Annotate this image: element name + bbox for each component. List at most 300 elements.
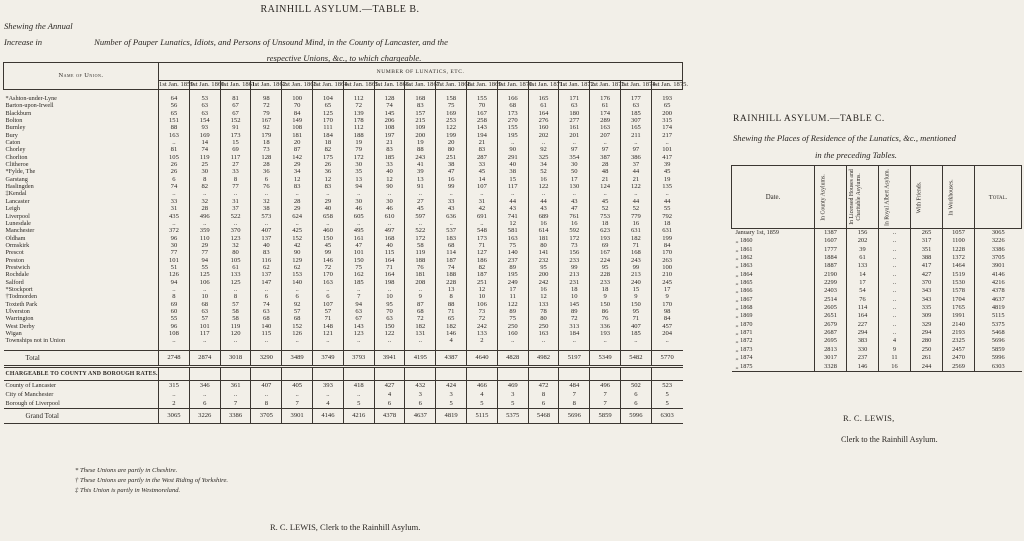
- count-cell: 35: [343, 168, 374, 175]
- count-cell: 2687: [815, 329, 847, 337]
- count-cell: 110: [189, 235, 220, 242]
- count-cell: 19: [343, 139, 374, 146]
- count-cell: 71: [467, 242, 498, 249]
- count-cell: 2514: [815, 296, 847, 304]
- count-cell: 104: [313, 95, 344, 102]
- year-header: 1st Jan. 1868.: [436, 81, 473, 88]
- count-cell: 146: [847, 363, 879, 372]
- count-cell: 68: [436, 242, 467, 249]
- year-header: 1st Jan. 1872.: [559, 81, 596, 88]
- union-name: *Ashton-under-Lyne: [4, 95, 159, 102]
- count-cell: 95: [621, 308, 652, 315]
- union-row: [4, 301, 683, 308]
- count-cell: 343: [911, 296, 943, 304]
- count-cell: 188: [343, 132, 374, 139]
- count-cell: ..: [159, 390, 190, 399]
- residence-row: [732, 354, 1022, 362]
- count-cell: 32: [189, 198, 220, 205]
- count-cell: 123: [220, 235, 251, 242]
- residence-row: [732, 254, 1022, 262]
- count-cell: 359: [189, 227, 220, 234]
- count-cell: 1777: [815, 246, 847, 254]
- count-cell: 5468: [528, 408, 559, 423]
- count-cell: 14: [467, 176, 498, 183]
- count-cell: 792: [651, 213, 682, 220]
- count-cell: 120: [220, 330, 251, 337]
- count-cell: 208: [405, 279, 436, 286]
- count-cell: 100: [651, 264, 682, 271]
- count-cell: ..: [189, 220, 220, 227]
- count-cell: 3: [497, 390, 528, 399]
- count-cell: 117: [497, 183, 528, 190]
- count-cell: 38: [251, 205, 282, 212]
- count-cell: 597: [405, 213, 436, 220]
- count-cell: 125: [189, 271, 220, 278]
- count-cell: 150: [621, 301, 652, 308]
- count-cell: 3386: [975, 246, 1022, 254]
- count-cell: 27: [405, 198, 436, 205]
- count-cell: 89: [497, 264, 528, 271]
- count-cell: 75: [497, 242, 528, 249]
- union-name: Bolton: [4, 117, 159, 124]
- count-cell: 4216: [343, 408, 374, 423]
- count-cell: 152: [220, 117, 251, 124]
- count-cell: 250: [911, 346, 943, 354]
- count-cell: 3290: [251, 350, 282, 366]
- count-cell: 26: [159, 161, 190, 168]
- count-cell: 119: [405, 249, 436, 256]
- count-cell: 313: [559, 323, 590, 330]
- footnote: * These Unions are partly in Cheshire.: [75, 467, 178, 474]
- count-cell: 45: [313, 242, 344, 249]
- count-cell: 34: [282, 168, 313, 175]
- count-cell: 40: [374, 242, 405, 249]
- count-cell: 4637: [405, 408, 436, 423]
- residence-table: [731, 165, 1022, 372]
- count-cell: 67: [220, 110, 251, 117]
- count-cell: ..: [879, 254, 911, 262]
- count-cell: 63: [374, 315, 405, 322]
- count-cell: ..: [343, 390, 374, 399]
- count-cell: 202: [528, 132, 559, 139]
- count-cell: 30: [559, 161, 590, 168]
- count-cell: 28: [189, 205, 220, 212]
- count-cell: 65: [436, 315, 467, 322]
- count-cell: 30: [159, 242, 190, 249]
- count-cell: 4: [436, 337, 467, 344]
- union-name: Blackburn: [4, 110, 159, 117]
- count-cell: 38: [436, 161, 467, 168]
- date-cell: ,, 1865: [735, 279, 753, 287]
- count-cell: 33: [436, 198, 467, 205]
- count-cell: 70: [467, 102, 498, 109]
- count-cell: 3749: [313, 350, 344, 366]
- count-cell: 122: [528, 183, 559, 190]
- count-cell: 2: [159, 399, 190, 409]
- count-cell: 75: [343, 264, 374, 271]
- count-cell: 34: [528, 161, 559, 168]
- date-cell: ,, 1870: [735, 320, 753, 328]
- count-cell: 251: [467, 279, 498, 286]
- count-cell: 44: [497, 198, 528, 205]
- union-row: [4, 323, 683, 330]
- count-cell: 185: [343, 279, 374, 286]
- union-name: Warrington: [4, 315, 159, 322]
- count-cell: 161: [343, 235, 374, 242]
- union-name: Manchester: [4, 227, 159, 234]
- count-cell: 115: [374, 249, 405, 256]
- count-cell: 163: [497, 235, 528, 242]
- residence-row: [732, 363, 1022, 372]
- count-cell: 83: [313, 183, 344, 190]
- count-cell: 153: [282, 271, 313, 278]
- count-cell: 99: [313, 249, 344, 256]
- count-cell: 117: [220, 154, 251, 161]
- count-cell: ..: [590, 190, 621, 197]
- count-cell: 276: [528, 117, 559, 124]
- grand-total-label: Grand Total: [4, 408, 159, 423]
- count-cell: 58: [405, 242, 436, 249]
- count-cell: 74: [374, 102, 405, 109]
- count-cell: 265: [911, 229, 943, 238]
- count-cell: 163: [313, 279, 344, 286]
- count-cell: 74: [436, 264, 467, 271]
- charge-name: City of Manchester: [4, 390, 159, 399]
- count-cell: ..: [559, 190, 590, 197]
- count-cell: 137: [251, 235, 282, 242]
- count-cell: 6: [251, 293, 282, 300]
- count-cell: 6: [621, 390, 652, 399]
- count-cell: 99: [559, 264, 590, 271]
- heading-lead: Shewing the Annual Increase in: [4, 21, 73, 47]
- count-cell: 407: [251, 227, 282, 234]
- count-cell: 2679: [815, 321, 847, 329]
- count-cell: 29: [282, 161, 313, 168]
- blank-cell: [189, 366, 220, 380]
- union-row: [4, 257, 683, 264]
- count-cell: 90: [497, 146, 528, 153]
- union-row: [4, 146, 683, 153]
- count-cell: ..: [220, 220, 251, 227]
- residence-row: [732, 312, 1022, 320]
- count-cell: ..: [189, 190, 220, 197]
- table-b-signature: R. C. LEWIS, Clerk to the Rainhill Asylum.: [270, 522, 421, 532]
- count-cell: 179: [251, 132, 282, 139]
- count-cell: 41: [405, 161, 436, 168]
- count-cell: 15: [497, 176, 528, 183]
- union-name: Prestwich: [4, 264, 159, 271]
- count-cell: 46: [374, 205, 405, 212]
- count-cell: 44: [651, 198, 682, 205]
- count-cell: 167: [467, 110, 498, 117]
- count-cell: 231: [559, 279, 590, 286]
- count-cell: 101: [651, 146, 682, 153]
- count-cell: 5996: [621, 408, 652, 423]
- count-cell: 108: [159, 330, 190, 337]
- count-cell: 133: [847, 262, 879, 270]
- count-cell: ..: [313, 390, 344, 399]
- count-cell: 48: [590, 168, 621, 175]
- count-cell: 154: [189, 117, 220, 124]
- count-cell: 8: [528, 390, 559, 399]
- charge-name: County of Lancaster: [4, 380, 159, 390]
- count-cell: 573: [251, 213, 282, 220]
- count-cell: 143: [467, 124, 498, 131]
- count-cell: 151: [159, 117, 190, 124]
- union-name: Toxteth Park: [4, 301, 159, 308]
- count-cell: ..: [651, 190, 682, 197]
- count-cell: 424: [436, 380, 467, 390]
- count-cell: 3065: [975, 229, 1022, 238]
- count-cell: ..: [405, 286, 436, 293]
- count-cell: 52: [621, 205, 652, 212]
- count-cell: 91: [405, 183, 436, 190]
- count-cell: 140: [282, 279, 313, 286]
- count-cell: 6: [621, 399, 652, 409]
- union-row: [4, 308, 683, 315]
- count-cell: 4216: [975, 279, 1022, 287]
- union-name: Clitheroe: [4, 161, 159, 168]
- count-cell: 16: [528, 286, 559, 293]
- date-cell: ,, 1867: [735, 295, 753, 303]
- union-name: Haslingden: [4, 183, 159, 190]
- count-cell: 150: [374, 323, 405, 330]
- union-name: Oldham: [4, 235, 159, 242]
- count-cell: 170: [651, 249, 682, 256]
- count-cell: 624: [282, 213, 313, 220]
- union-row: [4, 315, 683, 322]
- count-cell: 6: [313, 293, 344, 300]
- count-cell: ..: [879, 296, 911, 304]
- count-cell: 147: [251, 279, 282, 286]
- count-cell: 469: [497, 380, 528, 390]
- count-cell: 188: [405, 257, 436, 264]
- total-label: Total: [4, 350, 159, 366]
- count-cell: 36: [313, 168, 344, 175]
- count-cell: 30: [189, 168, 220, 175]
- count-cell: 201: [559, 132, 590, 139]
- count-cell: 143: [343, 323, 374, 330]
- blank-cell: [651, 366, 682, 380]
- count-cell: 200: [405, 132, 436, 139]
- count-cell: 8: [251, 399, 282, 409]
- count-cell: 57: [220, 301, 251, 308]
- count-cell: ..: [251, 190, 282, 197]
- count-cell: 145: [374, 110, 405, 117]
- count-cell: 8: [436, 293, 467, 300]
- count-cell: 253: [436, 117, 467, 124]
- year-header: 1st Jan. 1861.: [220, 81, 257, 88]
- count-cell: ..: [189, 286, 220, 293]
- chargeable-header: CHARGEABLE TO COUNTY AND BOROUGH RATES.: [4, 366, 159, 380]
- count-cell: 407: [251, 380, 282, 390]
- count-cell: 658: [313, 213, 344, 220]
- union-row: [4, 102, 683, 109]
- count-cell: 100: [282, 95, 313, 102]
- county-asylums-header: In County Asylums.: [815, 166, 847, 229]
- count-cell: 95: [528, 264, 559, 271]
- count-cell: 68: [497, 102, 528, 109]
- count-cell: ..: [189, 337, 220, 344]
- count-cell: ..: [220, 390, 251, 399]
- count-cell: 1765: [943, 304, 975, 312]
- count-cell: ..: [879, 329, 911, 337]
- count-cell: ..: [313, 337, 344, 344]
- count-cell: ..: [879, 237, 911, 245]
- count-cell: 18: [651, 220, 682, 227]
- count-cell: 435: [159, 213, 190, 220]
- count-cell: 8: [220, 176, 251, 183]
- count-cell: 7: [590, 390, 621, 399]
- count-cell: 5115: [467, 408, 498, 423]
- count-cell: 51: [159, 264, 190, 271]
- count-cell: 1464: [943, 262, 975, 270]
- count-cell: 105: [159, 154, 190, 161]
- count-cell: 417: [911, 262, 943, 270]
- charge-row: [4, 380, 683, 390]
- count-cell: 3328: [815, 363, 847, 372]
- count-cell: 141: [528, 249, 559, 256]
- count-cell: 72: [343, 102, 374, 109]
- count-cell: 370: [911, 279, 943, 287]
- count-cell: 187: [467, 271, 498, 278]
- count-cell: 3489: [282, 350, 313, 366]
- count-cell: 4637: [975, 296, 1022, 304]
- count-cell: 18: [590, 286, 621, 293]
- count-cell: 166: [497, 95, 528, 102]
- count-cell: ..: [590, 337, 621, 344]
- count-cell: 3226: [189, 408, 220, 423]
- total-row: [4, 350, 683, 366]
- count-cell: 5: [343, 399, 374, 409]
- count-cell: 62: [251, 264, 282, 271]
- count-cell: 67: [343, 315, 374, 322]
- count-cell: 457: [651, 323, 682, 330]
- count-cell: ..: [189, 390, 220, 399]
- count-cell: 10: [189, 293, 220, 300]
- count-cell: 21: [374, 139, 405, 146]
- count-cell: 4819: [436, 408, 467, 423]
- count-cell: 80: [220, 249, 251, 256]
- count-cell: ..: [879, 287, 911, 295]
- count-cell: ..: [559, 139, 590, 146]
- count-cell: 12: [467, 286, 498, 293]
- count-cell: 4982: [528, 350, 559, 366]
- count-cell: 3386: [220, 408, 251, 423]
- count-cell: 18: [251, 139, 282, 146]
- count-cell: 129: [282, 257, 313, 264]
- count-cell: 3705: [251, 408, 282, 423]
- charge-row: [4, 399, 683, 409]
- count-cell: 315: [159, 380, 190, 390]
- count-cell: 30: [343, 198, 374, 205]
- count-cell: 3226: [975, 237, 1022, 245]
- count-cell: 182: [405, 323, 436, 330]
- count-cell: 45: [467, 168, 498, 175]
- count-cell: 70: [282, 102, 313, 109]
- count-cell: ..: [282, 337, 313, 344]
- count-cell: ..: [343, 190, 374, 197]
- count-cell: 170: [313, 271, 344, 278]
- count-cell: ..: [651, 337, 682, 344]
- count-cell: 19: [405, 139, 436, 146]
- date-cell: ,, 1860: [735, 237, 753, 245]
- count-cell: 689: [528, 213, 559, 220]
- count-cell: 16: [528, 176, 559, 183]
- count-cell: ..: [374, 220, 405, 227]
- count-cell: 17: [651, 286, 682, 293]
- count-cell: 106: [467, 301, 498, 308]
- count-cell: 114: [847, 304, 879, 312]
- count-cell: 146: [436, 330, 467, 337]
- year-header: 1st Jan. 1867.: [405, 81, 442, 88]
- count-cell: 58: [220, 315, 251, 322]
- count-cell: 157: [405, 110, 436, 117]
- count-cell: ..: [879, 229, 911, 238]
- date-cell: ,, 1868: [735, 304, 753, 312]
- count-cell: 217: [651, 132, 682, 139]
- year-header: 1st Jan. 1875.: [651, 81, 689, 88]
- year-header: 1st Jan. 1870.: [497, 81, 535, 88]
- count-cell: 3901: [282, 408, 313, 423]
- count-cell: 581: [497, 227, 528, 234]
- count-cell: 427: [911, 271, 943, 279]
- count-cell: 383: [847, 337, 879, 345]
- count-cell: 245: [651, 279, 682, 286]
- count-cell: 72: [251, 102, 282, 109]
- count-cell: 243: [405, 154, 436, 161]
- year-header: 1st Jan. 1871.: [528, 81, 565, 88]
- count-cell: 5: [436, 399, 467, 409]
- count-cell: ..: [159, 286, 190, 293]
- count-cell: 27: [220, 161, 251, 168]
- count-cell: 116: [251, 257, 282, 264]
- count-cell: ..: [282, 286, 313, 293]
- count-cell: 125: [313, 110, 344, 117]
- count-cell: 193: [590, 330, 621, 337]
- count-cell: 44: [621, 198, 652, 205]
- table-c-title: RAINHILL ASYLUM.—TABLE C.: [733, 114, 885, 124]
- blank-cell: [467, 366, 498, 380]
- count-cell: 233: [590, 279, 621, 286]
- count-cell: 142: [282, 154, 313, 161]
- union-row: [4, 176, 683, 183]
- count-cell: 9: [590, 293, 621, 300]
- count-cell: 199: [436, 132, 467, 139]
- count-cell: 207: [590, 132, 621, 139]
- count-cell: 52: [528, 168, 559, 175]
- count-cell: 133: [467, 330, 498, 337]
- count-cell: 13: [436, 286, 467, 293]
- count-cell: 29: [313, 198, 344, 205]
- count-cell: 42: [467, 205, 498, 212]
- count-cell: 2470: [943, 354, 975, 362]
- count-cell: 522: [405, 227, 436, 234]
- count-cell: 5: [651, 399, 682, 409]
- footnote: † These Unions are partly in the West Riding of Yorkshire.: [75, 477, 229, 484]
- count-cell: 33: [159, 198, 190, 205]
- name-of-union-header: Name of Union.: [4, 63, 159, 90]
- count-cell: 55: [651, 205, 682, 212]
- count-cell: 96: [159, 323, 190, 330]
- union-row: [4, 242, 683, 249]
- count-cell: 10: [374, 293, 405, 300]
- union-row: [4, 220, 683, 227]
- count-cell: 72: [559, 315, 590, 322]
- count-cell: 9: [651, 293, 682, 300]
- count-cell: 309: [911, 312, 943, 320]
- count-cell: 194: [467, 132, 498, 139]
